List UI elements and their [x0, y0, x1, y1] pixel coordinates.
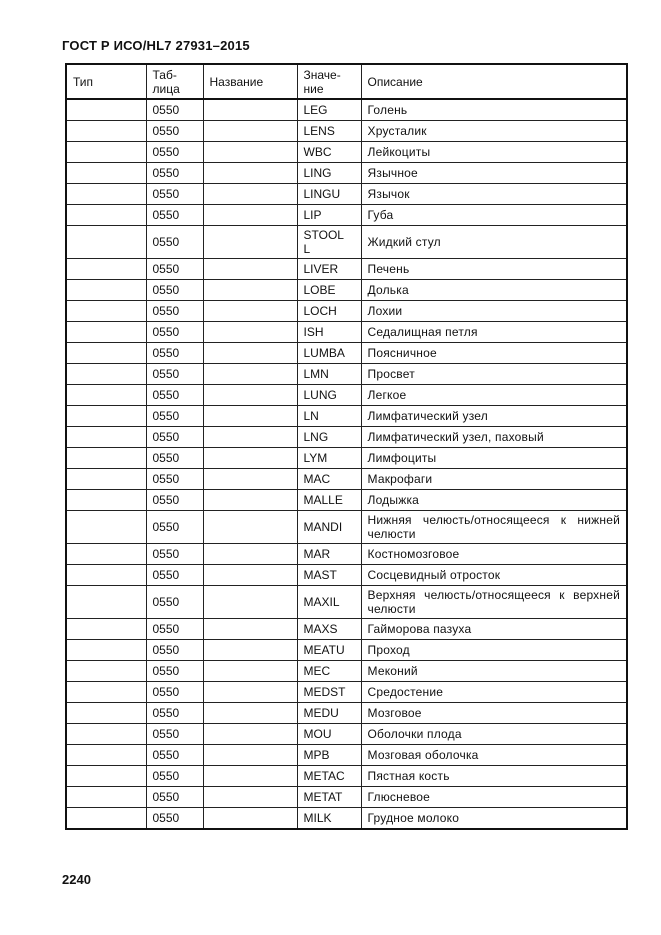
cell-type [66, 745, 146, 766]
cell-description: Грудное молоко [361, 808, 627, 830]
cell-description: Долька [361, 280, 627, 301]
cell-value: MEC [297, 661, 361, 682]
cell-table: 0550 [146, 682, 203, 703]
cell-name [203, 121, 297, 142]
table-row [66, 142, 627, 163]
cell-description: Глюсневое [361, 787, 627, 808]
cell-type [66, 565, 146, 586]
table-row [66, 808, 627, 830]
cell-name [203, 682, 297, 703]
table-row [66, 427, 627, 448]
cell-name [203, 511, 297, 544]
cell-table: 0550 [146, 448, 203, 469]
cell-name [203, 661, 297, 682]
cell-value: LENS [297, 121, 361, 142]
cell-name [203, 703, 297, 724]
cell-name [203, 99, 297, 121]
cell-name [203, 364, 297, 385]
table-row [66, 280, 627, 301]
cell-table: 0550 [146, 301, 203, 322]
cell-table: 0550 [146, 511, 203, 544]
cell-description: Верхняя челюсть/относящееся к верхней челюсти [361, 586, 627, 619]
cell-table: 0550 [146, 163, 203, 184]
cell-value: MAXS [297, 619, 361, 640]
document-header: ГОСТ Р ИСО/HL7 27931–2015 [62, 38, 250, 53]
cell-table: 0550 [146, 427, 203, 448]
header-row [66, 64, 627, 99]
cell-value: MAR [297, 544, 361, 565]
table-row [66, 385, 627, 406]
cell-table: 0550 [146, 703, 203, 724]
table-row [66, 661, 627, 682]
cell-description: Макрофаги [361, 469, 627, 490]
cell-name [203, 226, 297, 259]
code-table [65, 63, 628, 830]
cell-name [203, 724, 297, 745]
cell-type [66, 163, 146, 184]
cell-value: LYM [297, 448, 361, 469]
cell-table: 0550 [146, 142, 203, 163]
cell-description: Губа [361, 205, 627, 226]
cell-table: 0550 [146, 184, 203, 205]
cell-value: LN [297, 406, 361, 427]
table-row [66, 259, 627, 280]
page-number: 2240 [62, 872, 91, 887]
cell-description: Средостение [361, 682, 627, 703]
cell-table: 0550 [146, 343, 203, 364]
cell-value: METAT [297, 787, 361, 808]
cell-description: Голень [361, 99, 627, 121]
cell-value: WBC [297, 142, 361, 163]
cell-name [203, 343, 297, 364]
table-row [66, 301, 627, 322]
cell-type [66, 724, 146, 745]
cell-type [66, 406, 146, 427]
cell-description: Лейкоциты [361, 142, 627, 163]
cell-description: Лодыжка [361, 490, 627, 511]
cell-type [66, 682, 146, 703]
table-row [66, 163, 627, 184]
table-row [66, 745, 627, 766]
cell-table: 0550 [146, 490, 203, 511]
cell-type [66, 301, 146, 322]
cell-description: Мозговое [361, 703, 627, 724]
cell-type [66, 259, 146, 280]
cell-description: Жидкий стул [361, 226, 627, 259]
cell-value: MILK [297, 808, 361, 830]
cell-type [66, 205, 146, 226]
cell-value: LIP [297, 205, 361, 226]
cell-table: 0550 [146, 766, 203, 787]
cell-table: 0550 [146, 99, 203, 121]
cell-description: Лохии [361, 301, 627, 322]
cell-value: MAST [297, 565, 361, 586]
table-row [66, 184, 627, 205]
cell-value: ISH [297, 322, 361, 343]
table-row [66, 766, 627, 787]
cell-type [66, 619, 146, 640]
cell-description: Легкое [361, 385, 627, 406]
cell-table: 0550 [146, 121, 203, 142]
cell-name [203, 301, 297, 322]
table-row [66, 406, 627, 427]
cell-name [203, 184, 297, 205]
cell-description: Костномозговое [361, 544, 627, 565]
cell-value: MOU [297, 724, 361, 745]
cell-type [66, 427, 146, 448]
cell-table: 0550 [146, 385, 203, 406]
column-header-type: Тип [66, 64, 146, 99]
cell-table: 0550 [146, 787, 203, 808]
column-header-table: Таб- лица [146, 64, 203, 99]
cell-table: 0550 [146, 364, 203, 385]
cell-value: LEG [297, 99, 361, 121]
cell-name [203, 808, 297, 830]
cell-name [203, 385, 297, 406]
table-row [66, 544, 627, 565]
cell-type [66, 766, 146, 787]
cell-type [66, 343, 146, 364]
cell-type [66, 142, 146, 163]
cell-description: Поясничное [361, 343, 627, 364]
cell-type [66, 544, 146, 565]
cell-description: Гайморова пазуха [361, 619, 627, 640]
cell-description: Просвет [361, 364, 627, 385]
table-row [66, 322, 627, 343]
cell-table: 0550 [146, 619, 203, 640]
column-header-description: Описание [361, 64, 627, 99]
cell-table: 0550 [146, 322, 203, 343]
table-row [66, 682, 627, 703]
cell-name [203, 205, 297, 226]
cell-name [203, 640, 297, 661]
cell-value: MPB [297, 745, 361, 766]
table-row [66, 640, 627, 661]
cell-value: MEATU [297, 640, 361, 661]
cell-description: Проход [361, 640, 627, 661]
cell-name [203, 766, 297, 787]
cell-type [66, 511, 146, 544]
cell-table: 0550 [146, 661, 203, 682]
cell-value: LOCH [297, 301, 361, 322]
table-row [66, 448, 627, 469]
cell-type [66, 121, 146, 142]
cell-description: Нижняя челюсть/относящееся к нижней челюсти [361, 511, 627, 544]
cell-description: Седалищная петля [361, 322, 627, 343]
cell-type [66, 661, 146, 682]
table-row [66, 586, 627, 619]
cell-table: 0550 [146, 808, 203, 830]
cell-description: Оболочки плода [361, 724, 627, 745]
cell-value: MALLE [297, 490, 361, 511]
cell-name [203, 787, 297, 808]
table-row [66, 565, 627, 586]
cell-value: LMN [297, 364, 361, 385]
table-row [66, 343, 627, 364]
cell-name [203, 469, 297, 490]
cell-table: 0550 [146, 205, 203, 226]
cell-name [203, 490, 297, 511]
cell-value: MAC [297, 469, 361, 490]
cell-name [203, 280, 297, 301]
table-body [66, 99, 627, 829]
cell-name [203, 163, 297, 184]
cell-description: Мозговая оболочка [361, 745, 627, 766]
cell-description: Меконий [361, 661, 627, 682]
cell-table: 0550 [146, 544, 203, 565]
cell-table: 0550 [146, 586, 203, 619]
cell-value: LOBE [297, 280, 361, 301]
table-row [66, 121, 627, 142]
table-row [66, 619, 627, 640]
cell-value: LNG [297, 427, 361, 448]
cell-description: Лимфатический узел [361, 406, 627, 427]
table-row [66, 205, 627, 226]
cell-type [66, 322, 146, 343]
cell-value: LIVER [297, 259, 361, 280]
cell-table: 0550 [146, 280, 203, 301]
cell-type [66, 280, 146, 301]
cell-type [66, 385, 146, 406]
table-row [66, 724, 627, 745]
table-row [66, 511, 627, 544]
cell-value: LINGU [297, 184, 361, 205]
cell-description: Пястная кость [361, 766, 627, 787]
cell-value: MAXIL [297, 586, 361, 619]
cell-value: LING [297, 163, 361, 184]
cell-type [66, 808, 146, 830]
cell-value: STOOL L [297, 226, 361, 259]
cell-table: 0550 [146, 406, 203, 427]
cell-name [203, 586, 297, 619]
cell-value: METAC [297, 766, 361, 787]
cell-type [66, 640, 146, 661]
cell-name [203, 544, 297, 565]
table-row [66, 469, 627, 490]
table-row [66, 99, 627, 121]
cell-type [66, 448, 146, 469]
cell-name [203, 142, 297, 163]
cell-name [203, 448, 297, 469]
cell-name [203, 565, 297, 586]
cell-name [203, 259, 297, 280]
cell-description: Хрусталик [361, 121, 627, 142]
cell-description: Язычок [361, 184, 627, 205]
cell-table: 0550 [146, 640, 203, 661]
cell-type [66, 364, 146, 385]
cell-description: Лимфоциты [361, 448, 627, 469]
cell-value: MEDST [297, 682, 361, 703]
table-row [66, 364, 627, 385]
table-header [66, 64, 627, 99]
table-row [66, 787, 627, 808]
cell-name [203, 619, 297, 640]
cell-value: MEDU [297, 703, 361, 724]
cell-name [203, 322, 297, 343]
cell-description: Печень [361, 259, 627, 280]
cell-type [66, 586, 146, 619]
table-row [66, 490, 627, 511]
column-header-value: Значе- ние [297, 64, 361, 99]
cell-table: 0550 [146, 565, 203, 586]
cell-type [66, 490, 146, 511]
cell-table: 0550 [146, 259, 203, 280]
cell-type [66, 99, 146, 121]
cell-value: LUMBA [297, 343, 361, 364]
cell-table: 0550 [146, 745, 203, 766]
cell-table: 0550 [146, 226, 203, 259]
cell-type [66, 184, 146, 205]
cell-table: 0550 [146, 724, 203, 745]
column-header-name: Название [203, 64, 297, 99]
table-row [66, 703, 627, 724]
cell-description: Сосцевидный отросток [361, 565, 627, 586]
cell-value: MANDI [297, 511, 361, 544]
cell-type [66, 226, 146, 259]
cell-name [203, 406, 297, 427]
cell-value: LUNG [297, 385, 361, 406]
cell-description: Язычное [361, 163, 627, 184]
cell-name [203, 427, 297, 448]
cell-type [66, 787, 146, 808]
cell-type [66, 703, 146, 724]
cell-name [203, 745, 297, 766]
cell-table: 0550 [146, 469, 203, 490]
cell-description: Лимфатический узел, паховый [361, 427, 627, 448]
table-row [66, 226, 627, 259]
cell-type [66, 469, 146, 490]
